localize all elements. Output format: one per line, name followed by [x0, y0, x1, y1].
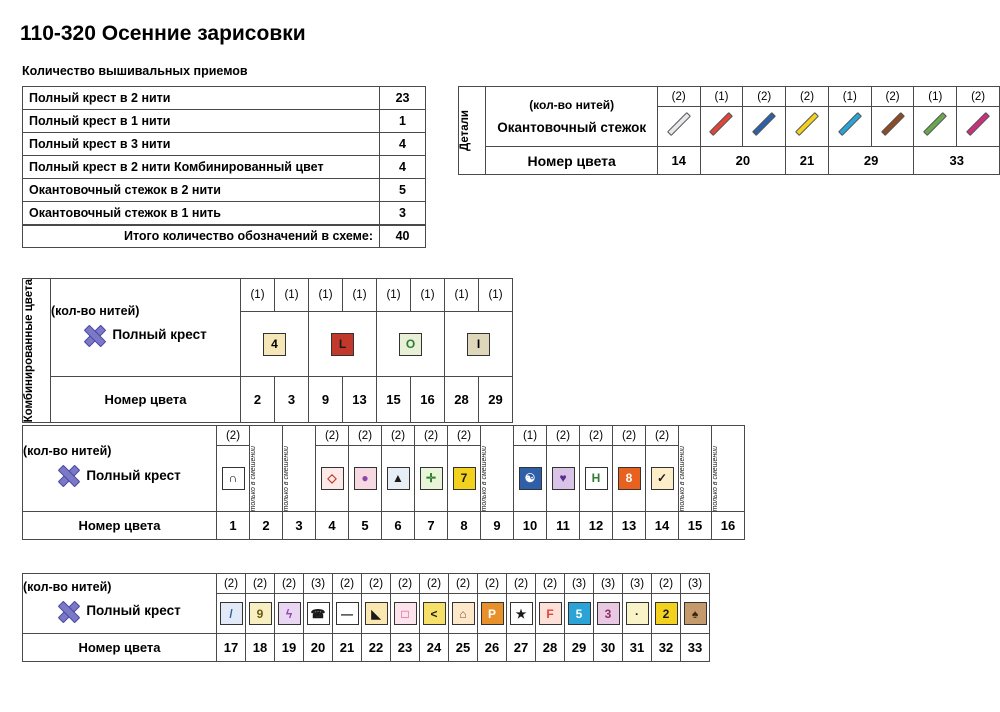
thread-count-cell: (2) [382, 426, 415, 446]
color-number-cell: 9 [309, 377, 343, 423]
combined-colors-table [22, 278, 513, 423]
summary-total-label: Итого количество обозначений в схеме: [23, 225, 380, 248]
full-cross-icon [84, 324, 106, 346]
summary-table [22, 86, 426, 248]
color-number-cell: 3 [283, 511, 316, 539]
thread-count-cell [679, 426, 712, 446]
color-number-cell: 16 [712, 511, 745, 539]
thread-count-cell: (3) [681, 574, 710, 594]
thread-count-cell: (2) [547, 426, 580, 446]
color-number-cell: 25 [449, 634, 478, 662]
thread-count-cell: (3) [304, 574, 333, 594]
palette-table-2 [22, 573, 710, 662]
symbol-swatch: 3 [594, 594, 623, 634]
summary-total-value: 40 [380, 225, 426, 248]
color-number-cell: 8 [448, 511, 481, 539]
thread-count-cell: (2) [743, 87, 786, 107]
thread-count-cell: (1) [241, 279, 275, 312]
color-number-cell: 26 [478, 634, 507, 662]
color-number-cell: 29 [828, 147, 914, 175]
summary-row-value: 5 [380, 179, 426, 202]
summary-row-label: Полный крест в 2 нити Комбинированный цвет [23, 156, 380, 179]
symbol-swatch: 5 [565, 594, 594, 634]
thread-count-cell: (2) [478, 574, 507, 594]
symbol-swatch: ✛ [415, 446, 448, 512]
palette1-number-label: Номер цвета [23, 511, 217, 539]
color-number-cell: 24 [420, 634, 449, 662]
summary-row [23, 156, 426, 179]
details-technique-label: (кол-во нитей) Окантовочный стежок [486, 87, 657, 147]
summary-row-value: 4 [380, 156, 426, 179]
thread-count-cell: (2) [786, 87, 829, 107]
color-number-cell: 20 [304, 634, 333, 662]
page-title: 110-320 Осенние зарисовки [20, 22, 306, 45]
blend-only-note: только в смешении [679, 446, 712, 512]
color-number-cell: 9 [481, 511, 514, 539]
thread-count-cell: (2) [536, 574, 565, 594]
summary-row-label: Полный крест в 1 нити [23, 110, 380, 133]
color-number-cell: 2 [241, 377, 275, 423]
color-number-cell: 13 [343, 377, 377, 423]
blend-only-note: только в смешении [283, 446, 316, 512]
palette1-technique-label: (кол-во нитей) Полный крест [23, 426, 217, 512]
symbol-swatch: 8 [613, 446, 646, 512]
combined-number-label: Номер цвета [51, 377, 241, 423]
color-number-cell: 32 [652, 634, 681, 662]
details-number-label: Номер цвета [486, 147, 657, 175]
symbol-swatch: H [580, 446, 613, 512]
stitch-color-swatch [914, 107, 957, 147]
symbol-swatch: ● [349, 446, 382, 512]
symbol-swatch: / [217, 594, 246, 634]
thread-count-cell: (2) [415, 426, 448, 446]
summary-row-label: Окантовочный стежок в 1 нить [23, 202, 380, 225]
color-number-cell: 23 [391, 634, 420, 662]
symbol-swatch: ♥ [547, 446, 580, 512]
summary-row [23, 202, 426, 225]
symbol-swatch: ♠ [681, 594, 710, 634]
thread-count-cell: (2) [646, 426, 679, 446]
color-number-cell: 6 [382, 511, 415, 539]
summary-row-value: 4 [380, 133, 426, 156]
color-number-cell: 16 [411, 377, 445, 423]
thread-count-cell [481, 426, 514, 446]
summary-row-value: 1 [380, 110, 426, 133]
thread-count-cell: (2) [316, 426, 349, 446]
thread-count-cell: (2) [246, 574, 275, 594]
summary-row-label: Окантовочный стежок в 2 нити [23, 179, 380, 202]
symbol-swatch: — [333, 594, 362, 634]
symbol-swatch: 2 [652, 594, 681, 634]
color-number-cell: 13 [613, 511, 646, 539]
color-number-cell: 20 [700, 147, 786, 175]
symbol-swatch: O [377, 311, 445, 377]
stitch-color-swatch [828, 107, 871, 147]
summary-row-label: Полный крест в 3 нити [23, 133, 380, 156]
stitch-color-swatch [743, 107, 786, 147]
thread-count-cell: (1) [445, 279, 479, 312]
thread-count-cell: (1) [377, 279, 411, 312]
color-number-cell: 31 [623, 634, 652, 662]
summary-row [23, 87, 426, 110]
color-number-cell: 21 [786, 147, 829, 175]
symbol-swatch: F [536, 594, 565, 634]
thread-count-cell: (2) [957, 87, 1000, 107]
thread-count-cell: (1) [309, 279, 343, 312]
summary-row [23, 179, 426, 202]
color-number-cell: 14 [657, 147, 700, 175]
symbol-swatch: ⌂ [449, 594, 478, 634]
color-number-cell: 29 [479, 377, 513, 423]
thread-count-cell: (2) [449, 574, 478, 594]
thread-count-cell: (2) [420, 574, 449, 594]
color-number-cell: 14 [646, 511, 679, 539]
color-number-cell: 30 [594, 634, 623, 662]
stitch-color-swatch [871, 107, 914, 147]
symbol-swatch: · [623, 594, 652, 634]
color-number-cell: 33 [681, 634, 710, 662]
full-cross-icon [58, 600, 80, 622]
thread-count-cell: (3) [565, 574, 594, 594]
page-subtitle: Количество вышивальных приемов [22, 64, 248, 78]
color-number-cell: 4 [316, 511, 349, 539]
symbol-swatch: ★ [507, 594, 536, 634]
symbol-swatch: P [478, 594, 507, 634]
thread-count-cell: (2) [391, 574, 420, 594]
symbol-swatch: ✓ [646, 446, 679, 512]
thread-count-cell: (2) [580, 426, 613, 446]
details-side-label: Детали [459, 87, 486, 175]
thread-count-cell: (2) [657, 87, 700, 107]
summary-row-label: Полный крест в 2 нити [23, 87, 380, 110]
color-number-cell: 18 [246, 634, 275, 662]
color-number-cell: 11 [547, 511, 580, 539]
summary-row-value: 3 [380, 202, 426, 225]
thread-count-cell [250, 426, 283, 446]
symbol-swatch: ◇ [316, 446, 349, 512]
blend-only-note: только в смешении [481, 446, 514, 512]
thread-count-cell: (3) [623, 574, 652, 594]
stitch-color-swatch [957, 107, 1000, 147]
thread-count-cell: (1) [914, 87, 957, 107]
thread-count-cell: (1) [275, 279, 309, 312]
palette2-technique-label: (кол-во нитей) Полный крест [23, 574, 217, 634]
thread-count-cell: (1) [343, 279, 377, 312]
stitch-color-swatch [786, 107, 829, 147]
thread-count-cell [283, 426, 316, 446]
thread-count-cell: (2) [217, 426, 250, 446]
symbol-swatch: ☎ [304, 594, 333, 634]
thread-count-cell: (2) [871, 87, 914, 107]
color-number-cell: 22 [362, 634, 391, 662]
thread-count-cell: (1) [700, 87, 743, 107]
color-number-cell: 28 [445, 377, 479, 423]
combined-side-label: Комбинированные цвета [23, 279, 51, 423]
symbol-swatch: □ [391, 594, 420, 634]
thread-count-cell [712, 426, 745, 446]
color-number-cell: 5 [349, 511, 382, 539]
thread-count-cell: (1) [514, 426, 547, 446]
color-number-cell: 10 [514, 511, 547, 539]
color-number-cell: 15 [679, 511, 712, 539]
color-number-cell: 19 [275, 634, 304, 662]
summary-row-value: 23 [380, 87, 426, 110]
color-number-cell: 17 [217, 634, 246, 662]
symbol-swatch: I [445, 311, 513, 377]
thread-count-cell: (3) [594, 574, 623, 594]
details-table [458, 86, 1000, 175]
color-number-cell: 12 [580, 511, 613, 539]
color-number-cell: 29 [565, 634, 594, 662]
summary-row [23, 133, 426, 156]
palette-table-1 [22, 425, 745, 540]
stitch-color-swatch [657, 107, 700, 147]
color-number-cell: 1 [217, 511, 250, 539]
color-number-cell: 28 [536, 634, 565, 662]
color-number-cell: 21 [333, 634, 362, 662]
blend-only-note: только в смешении [712, 446, 745, 512]
combined-technique-label: (кол-во нитей) Полный крест [51, 279, 241, 377]
full-cross-icon [58, 464, 80, 486]
thread-count-cell: (2) [333, 574, 362, 594]
thread-count-cell: (1) [479, 279, 513, 312]
thread-count-cell: (2) [448, 426, 481, 446]
thread-count-cell: (2) [275, 574, 304, 594]
thread-count-cell: (2) [349, 426, 382, 446]
symbol-swatch: 4 [241, 311, 309, 377]
symbol-swatch: 9 [246, 594, 275, 634]
symbol-swatch: L [309, 311, 377, 377]
symbol-swatch: 7 [448, 446, 481, 512]
summary-row [23, 110, 426, 133]
symbol-swatch: ◣ [362, 594, 391, 634]
symbol-swatch: ϟ [275, 594, 304, 634]
symbol-swatch: ▲ [382, 446, 415, 512]
color-number-cell: 3 [275, 377, 309, 423]
color-number-cell: 7 [415, 511, 448, 539]
color-number-cell: 15 [377, 377, 411, 423]
color-number-cell: 33 [914, 147, 1000, 175]
thread-count-cell: (1) [828, 87, 871, 107]
symbol-swatch: < [420, 594, 449, 634]
thread-count-cell: (2) [613, 426, 646, 446]
thread-count-cell: (2) [362, 574, 391, 594]
symbol-swatch: ☯ [514, 446, 547, 512]
color-number-cell: 2 [250, 511, 283, 539]
thread-count-cell: (2) [652, 574, 681, 594]
stitch-color-swatch [700, 107, 743, 147]
thread-count-cell: (2) [507, 574, 536, 594]
thread-count-cell: (1) [411, 279, 445, 312]
blend-only-note: только в смешении [250, 446, 283, 512]
symbol-swatch: ∩ [217, 446, 250, 512]
color-number-cell: 27 [507, 634, 536, 662]
palette2-number-label: Номер цвета [23, 634, 217, 662]
summary-total-row [23, 225, 426, 248]
thread-count-cell: (2) [217, 574, 246, 594]
